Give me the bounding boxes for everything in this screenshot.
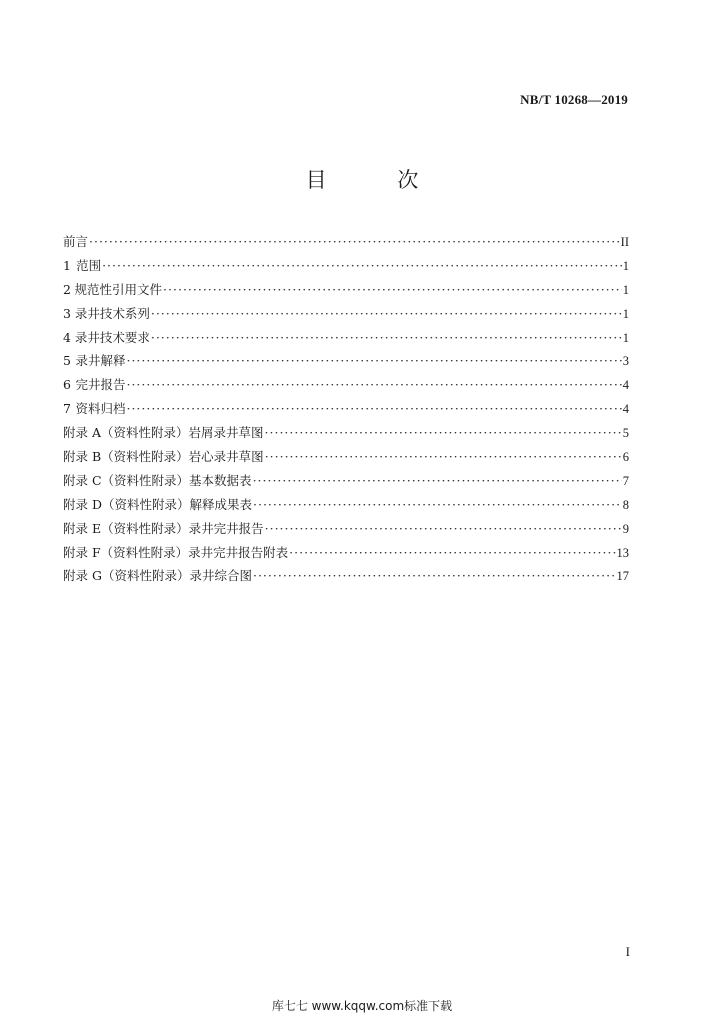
toc-entry-page: 1 <box>622 306 629 321</box>
toc-entry-page: 1 <box>622 282 629 297</box>
toc-entry-label: 规范性引用文件 <box>74 281 163 297</box>
toc-entry-label: 录井技术系列 <box>74 305 150 321</box>
toc-entry-label: 前言 <box>63 234 89 249</box>
table-of-contents <box>63 232 629 590</box>
toc-dot-leader <box>163 282 622 297</box>
toc-entry-appendix-prefix: 附录 F（资料性附录） <box>63 544 189 560</box>
toc-entry[interactable] <box>63 519 629 543</box>
toc-entry-page: 17 <box>616 569 629 584</box>
toc-entry-label: 基本数据表 <box>189 472 252 488</box>
toc-entry-page: 6 <box>622 450 629 465</box>
toc-entry-number: 2 <box>63 281 71 297</box>
toc-entry-page: 3 <box>622 354 629 369</box>
page-number: I <box>625 944 630 959</box>
toc-entry-page: 7 <box>622 473 629 488</box>
toc-entry-number: 4 <box>63 329 71 345</box>
toc-dot-leader <box>253 497 622 512</box>
toc-entry-label: 资料归档 <box>75 401 126 417</box>
toc-entry-page: 4 <box>622 402 629 417</box>
toc-dot-leader <box>265 425 622 440</box>
toc-entry-appendix-prefix: 附录 A（资料性附录） <box>63 425 189 441</box>
toc-dot-leader <box>289 545 615 560</box>
toc-entry-label: 录井完井报告 <box>188 520 264 536</box>
toc-dot-leader <box>151 330 622 345</box>
toc-entry-page: 13 <box>616 545 629 560</box>
toc-entry-page: 1 <box>622 258 629 273</box>
toc-entry[interactable] <box>63 447 629 471</box>
toc-entry-number: 7 <box>63 401 71 417</box>
toc-dot-leader <box>253 568 616 583</box>
toc-entry-appendix-prefix: 附录 G（资料性附录） <box>63 568 190 584</box>
toc-entry[interactable] <box>63 543 629 567</box>
toc-dot-leader <box>126 401 621 416</box>
toc-entry-label: 解释成果表 <box>189 496 253 512</box>
toc-dot-leader <box>89 234 620 249</box>
toc-entry[interactable] <box>63 351 629 375</box>
toc-entry-page: 9 <box>622 521 629 536</box>
toc-entry-label: 录井综合图 <box>189 568 252 584</box>
toc-entry[interactable] <box>63 304 629 328</box>
toc-dot-leader <box>126 353 621 368</box>
toc-entry[interactable] <box>63 471 629 495</box>
toc-entry-appendix-prefix: 附录 E（资料性附录） <box>63 520 189 536</box>
toc-dot-leader <box>102 258 622 273</box>
toc-entry-page: II <box>620 235 629 249</box>
standard-code: NB/T 10268—2019 <box>520 92 628 107</box>
toc-dot-leader <box>265 449 622 464</box>
toc-entry[interactable] <box>63 566 629 590</box>
toc-entry-number: 3 <box>63 305 71 321</box>
page-title: 目 次 <box>305 168 451 192</box>
toc-entry-label: 录井解释 <box>75 353 126 369</box>
toc-entry[interactable] <box>63 375 629 399</box>
toc-entry-label: 岩心录井草图 <box>188 449 264 465</box>
toc-entry-number: 6 <box>63 377 71 393</box>
toc-entry-number: 1 <box>63 257 71 273</box>
toc-entry-page: 8 <box>622 497 629 512</box>
toc-entry-label: 完井报告 <box>75 377 126 393</box>
toc-entry[interactable] <box>63 399 629 423</box>
toc-dot-leader <box>253 473 622 488</box>
footer-watermark: 库七七 www.kqqw.com标准下载 <box>271 999 453 1013</box>
toc-entry-label: 录井完井报告附表 <box>188 544 289 560</box>
toc-entry-page: 1 <box>622 330 629 345</box>
toc-entry[interactable] <box>63 256 629 280</box>
toc-entry[interactable] <box>63 328 629 352</box>
toc-dot-leader <box>265 521 622 536</box>
toc-entry[interactable] <box>63 423 629 447</box>
toc-entry-page: 4 <box>622 378 629 393</box>
toc-entry-appendix-prefix: 附录 D（资料性附录） <box>63 496 190 512</box>
toc-entry-page: 5 <box>622 426 629 441</box>
toc-entry-label: 录井技术要求 <box>74 329 150 345</box>
toc-entry-label: 岩屑录井草图 <box>188 425 264 441</box>
toc-dot-leader <box>151 306 622 321</box>
toc-entry[interactable] <box>63 495 629 519</box>
toc-dot-leader <box>126 377 621 392</box>
toc-entry-appendix-prefix: 附录 B（资料性附录） <box>63 449 189 465</box>
toc-entry-number: 5 <box>63 353 71 369</box>
toc-entry[interactable] <box>63 280 629 304</box>
toc-entry[interactable] <box>63 232 629 256</box>
toc-entry-appendix-prefix: 附录 C（资料性附录） <box>63 472 190 488</box>
toc-entry-label: 范围 <box>76 257 102 273</box>
